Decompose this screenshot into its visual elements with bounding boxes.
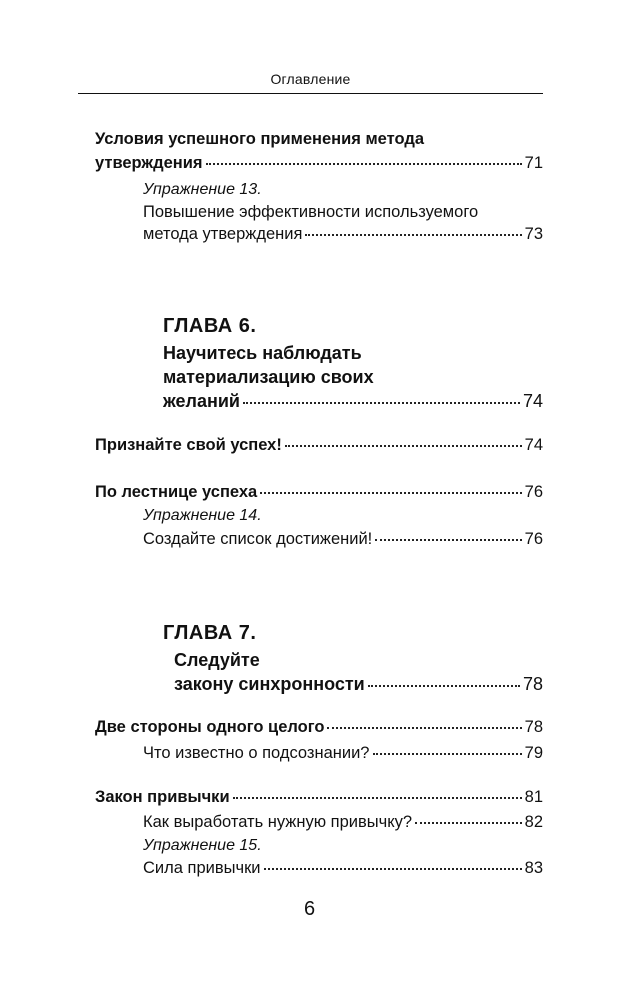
page-ref: 78	[522, 674, 543, 694]
page-ref: 78	[524, 718, 543, 736]
chapter-title-line3-row	[163, 390, 543, 412]
toc-subentry-subconscious	[143, 742, 543, 764]
dot-leader	[305, 233, 521, 236]
toc-subentry-title: Как выработать нужную привычку?	[143, 813, 413, 831]
chapter-title-line2-row	[174, 673, 543, 695]
exercise-title-row	[143, 528, 543, 550]
dot-leader	[206, 162, 522, 165]
exercise-title-line2-row	[143, 223, 543, 245]
exercise-label: Упражнение 15.	[143, 837, 262, 854]
toc-entry-title: По лестнице успеха	[95, 483, 258, 501]
toc-subentry-develop-habit	[143, 811, 543, 833]
header-rule	[78, 93, 543, 94]
toc-entry-habit-law	[95, 786, 543, 808]
toc-entry-success-ladder	[95, 481, 543, 503]
page-ref: 82	[524, 813, 543, 831]
exercise-title-line1: Повышение эффективности используемого	[143, 203, 479, 221]
exercise-label: Упражнение 14.	[143, 507, 262, 524]
toc-entry-title-line1: Условия успешного применения метода	[95, 130, 425, 148]
exercise-title: Сила привычки	[143, 859, 261, 877]
toc-entry-title: Две стороны одного целого	[95, 718, 325, 736]
chapter-heading: ГЛАВА 6.	[163, 315, 257, 337]
dot-leader	[415, 821, 522, 824]
page-ref: 79	[524, 744, 543, 762]
toc-entry-title-line2: утверждения	[95, 154, 203, 172]
exercise-title-row	[143, 857, 543, 879]
dot-leader	[327, 726, 521, 729]
chapter-title-line1: Научитесь наблюдать	[163, 343, 362, 363]
toc-subentry-title: Что известно о подсознании?	[143, 744, 370, 762]
dot-leader	[373, 752, 522, 755]
page-ref: 71	[524, 154, 543, 172]
dot-leader	[260, 491, 521, 494]
dot-leader	[243, 401, 520, 404]
toc-entry-title: Закон привычки	[95, 788, 230, 806]
page-ref: 83	[524, 859, 543, 877]
page-ref: 76	[524, 483, 543, 501]
page-ref: 73	[524, 225, 543, 243]
dot-leader	[368, 684, 520, 687]
exercise-title-line2: метода утверждения	[143, 225, 303, 243]
dot-leader	[285, 444, 522, 447]
page-ref: 76	[524, 530, 543, 548]
page-ref: 81	[524, 788, 543, 806]
dot-leader	[264, 867, 522, 870]
chapter-title-line2: закону синхронности	[174, 674, 365, 694]
exercise-label: Упражнение 13.	[143, 181, 262, 198]
toc-entry-title-line2-row	[95, 152, 543, 174]
page-ref: 74	[524, 436, 543, 454]
toc-entry-two-sides	[95, 716, 543, 738]
chapter-heading: ГЛАВА 7.	[163, 622, 257, 644]
page-ref: 74	[522, 391, 543, 411]
dot-leader	[233, 796, 522, 799]
exercise-title: Создайте список достижений!	[143, 530, 373, 548]
chapter-title-line1: Следуйте	[174, 650, 260, 670]
page-number: 6	[303, 898, 316, 920]
running-head: Оглавление	[270, 71, 351, 87]
toc-entry-title: Признайте свой успех!	[95, 436, 282, 454]
dot-leader	[375, 538, 521, 541]
toc-entry-recognize-success	[95, 434, 543, 456]
chapter-title-line2: материализацию своих	[163, 367, 374, 387]
chapter-title-line3: желаний	[163, 391, 240, 411]
